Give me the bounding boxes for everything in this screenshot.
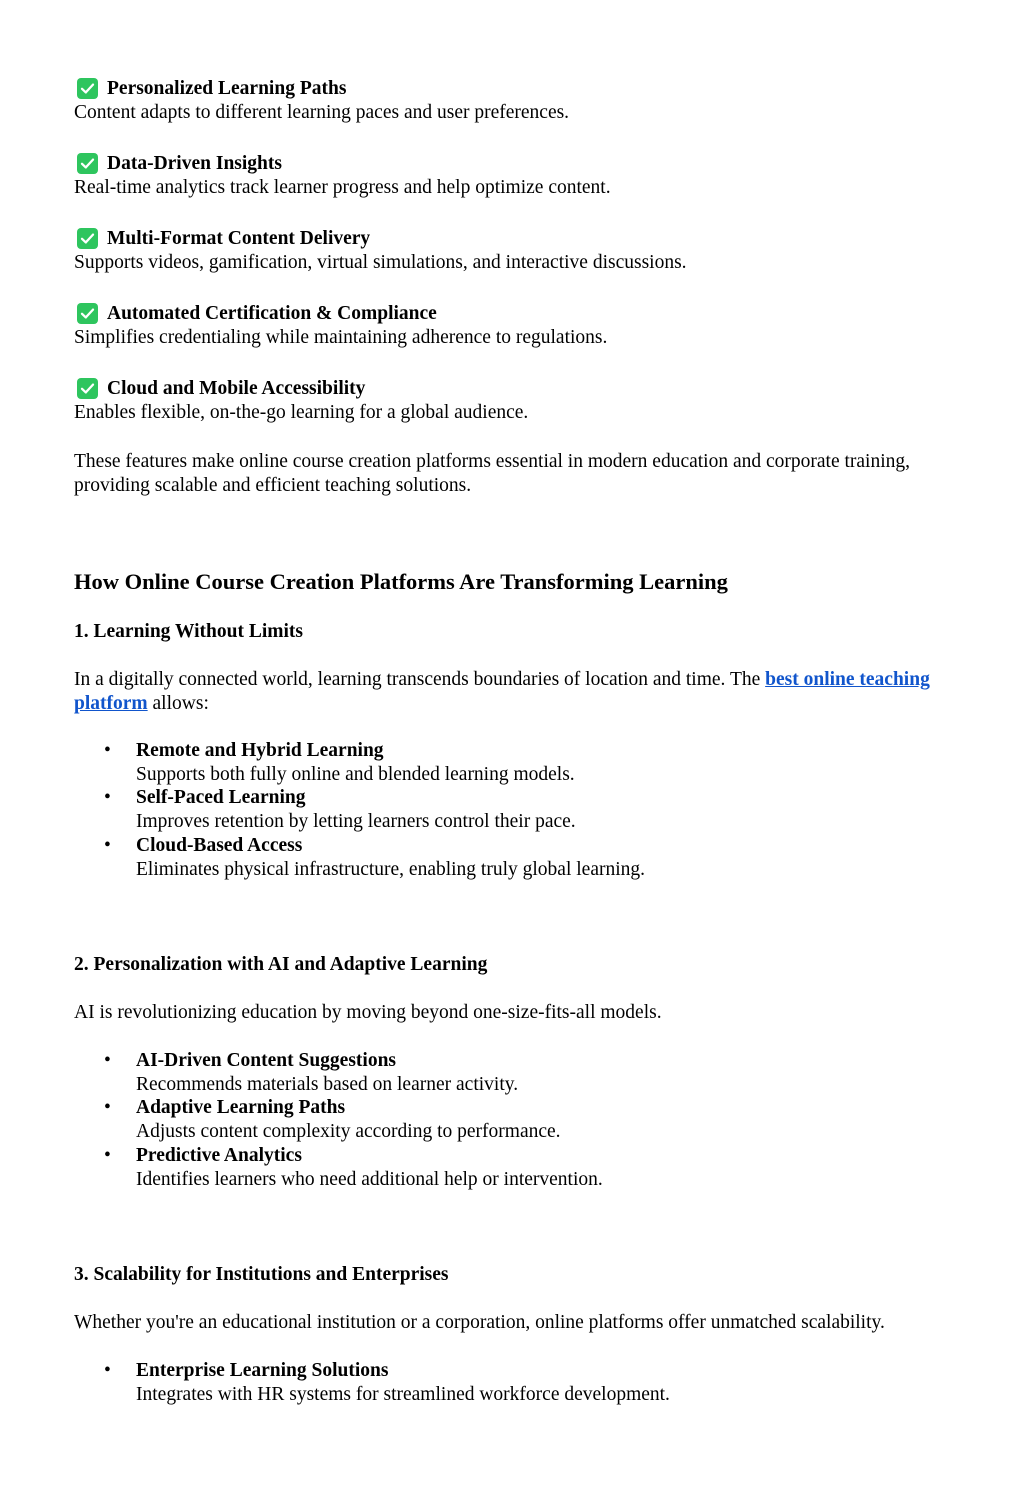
bullet-icon: • <box>104 787 111 809</box>
feature-desc: Content adapts to different learning paces and user preferences. <box>74 102 570 123</box>
subsection-heading-3: 3. Scalability for Institutions and Enterprises <box>74 1264 449 1285</box>
subsection-intro-3: Whether you're an educational institution or a corporation, online platforms offer unmatched scalability. <box>74 1312 885 1333</box>
subsection-heading-2: 2. Personalization with AI and Adaptive Learning <box>74 954 488 975</box>
list-item-title: Predictive Analytics <box>136 1144 302 1166</box>
bullet-icon: • <box>104 1097 111 1119</box>
list-item-desc: Recommends materials based on learner activity. <box>136 1073 519 1095</box>
feature-title <box>74 227 974 251</box>
list-item-desc: Supports both fully online and blended learning models. <box>136 763 575 785</box>
subsection-heading-1: 1. Learning Without Limits <box>74 621 303 642</box>
feature-item <box>74 227 974 275</box>
feature-title <box>74 152 974 176</box>
list-item-desc: Adjusts content complexity according to performance. <box>136 1121 561 1143</box>
feature-title <box>74 77 974 101</box>
list-item <box>74 1049 954 1096</box>
feature-title <box>74 377 974 401</box>
list-item-title: Adaptive Learning Paths <box>136 1097 346 1119</box>
section-heading: How Online Course Creation Platforms Are Transforming Learning <box>74 569 728 594</box>
feature-desc: Real-time analytics track learner progress and help optimize content. <box>74 177 611 198</box>
check-mark-icon <box>77 378 98 399</box>
list-item-desc: Eliminates physical infrastructure, enabling truly global learning. <box>136 858 646 880</box>
check-mark-icon <box>77 153 98 174</box>
best-online-teaching-platform-link[interactable]: best online teaching platform <box>74 669 930 714</box>
list-item-title: Cloud-Based Access <box>136 834 303 856</box>
list-item-title: AI-Driven Content Suggestions <box>136 1050 397 1071</box>
feature-title-text: Multi-Format Content Delivery <box>107 228 371 249</box>
bullet-icon: • <box>104 1360 111 1381</box>
check-mark-icon <box>77 303 98 324</box>
subsection-intro-1 <box>74 668 954 716</box>
feature-title-text: Cloud and Mobile Accessibility <box>107 378 366 399</box>
feature-desc: Simplifies credentialing while maintaining adherence to regulations. <box>74 327 608 348</box>
list-item-title: Enterprise Learning Solutions <box>136 1360 389 1381</box>
feature-title-text: Automated Certification & Compliance <box>107 303 437 324</box>
feature-title-text: Data-Driven Insights <box>107 153 282 174</box>
list-item <box>74 1359 954 1406</box>
feature-desc: Supports videos, gamification, virtual simulations, and interactive discussions. <box>74 252 687 273</box>
list-item-desc: Identifies learners who need additional help or intervention. <box>136 1168 603 1190</box>
list-item <box>74 1144 954 1191</box>
list-item <box>74 1096 954 1143</box>
intro-text: In a digitally connected world, learning transcends boundaries of location and time. The <box>74 669 766 690</box>
bullet-list-3 <box>74 1359 954 1406</box>
list-item <box>74 786 954 833</box>
feature-item <box>74 302 974 350</box>
list-item-desc: Integrates with HR systems for streamlined workforce development. <box>136 1383 670 1405</box>
bullet-icon: • <box>104 740 111 761</box>
check-mark-icon <box>77 78 98 99</box>
feature-item <box>74 377 974 425</box>
list-item-title: Remote and Hybrid Learning <box>136 740 384 761</box>
intro-text: allows: <box>147 693 209 714</box>
bullet-icon: • <box>104 1050 111 1071</box>
bullet-icon: • <box>104 1144 111 1166</box>
list-item-desc: Improves retention by letting learners control their pace. <box>136 811 576 833</box>
check-mark-icon <box>77 228 98 249</box>
list-item-title: Self-Paced Learning <box>136 787 306 809</box>
feature-title <box>74 302 974 326</box>
bullet-list-2 <box>74 1049 954 1191</box>
feature-title-text: Personalized Learning Paths <box>107 78 347 99</box>
feature-desc: Enables flexible, on-the-go learning for a global audience. <box>74 402 529 423</box>
feature-item <box>74 77 974 125</box>
features-summary: These features make online course creation platforms essential in modern education and corporate training, providing scalable and efficient teaching solutions. <box>74 451 911 496</box>
subsection-intro-2: AI is revolutionizing education by moving beyond one-size-fits-all models. <box>74 1002 662 1023</box>
feature-item <box>74 152 974 200</box>
bullet-list-1 <box>74 739 954 881</box>
list-item <box>74 739 954 786</box>
bullet-icon: • <box>104 834 111 856</box>
list-item <box>74 834 954 881</box>
